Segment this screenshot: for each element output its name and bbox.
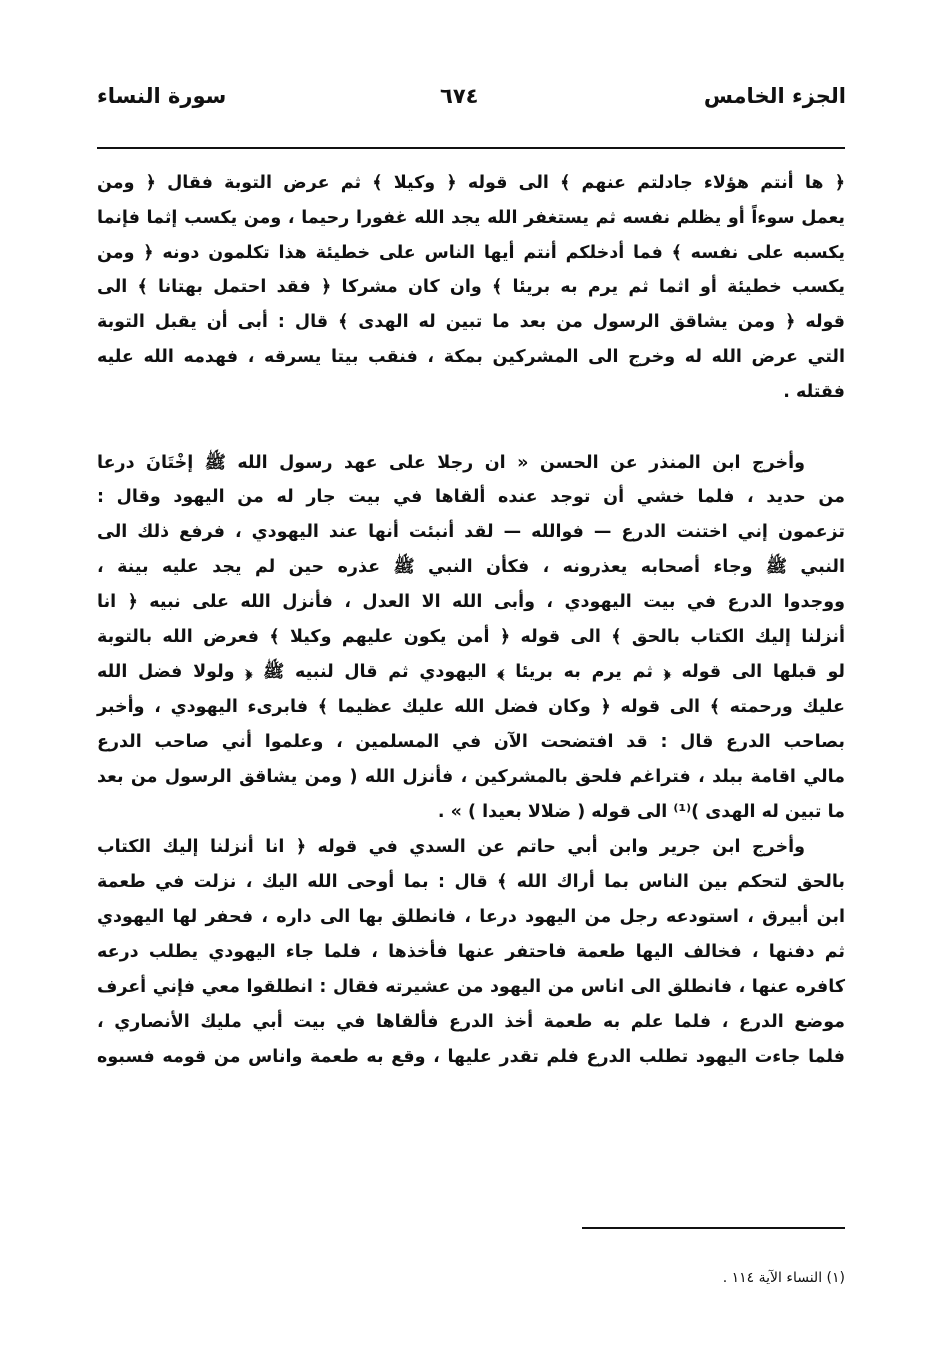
text-line: ووجدوا الدرع في بيت اليهودي ، وأبى الله الا العدل ، فأنزل الله على نبيه ﴿ انا xyxy=(97,592,845,612)
text-line: النبي ﷺ وجاء أصحابه يعذرونه ، فكأن النبي ﷺ عذره حين لم يجد عليه بينة ، xyxy=(97,557,845,577)
text-line: تزعمون إني اختنت الدرع — فوالله — لقد أنبئت أنها عند اليهودي ، فرفع ذلك الى xyxy=(97,522,845,542)
text-line: فقتله . xyxy=(783,382,845,402)
text-line: فلما جاءت اليهود تطلب الدرع فلم تقدر عليها ، وقع به طعمة واناس من قومه فسبوه xyxy=(97,1047,845,1067)
page-number: ٦٧٤ xyxy=(440,84,479,108)
text-line: وأخرج ابن جرير وابن أبي حاتم عن السدي في قوله ﴿ انا أنزلنا إليك الكتاب xyxy=(97,837,805,857)
footnote-rule xyxy=(582,1227,845,1229)
text-line: قوله ﴿ ومن يشاقق الرسول من بعد ما تبين له الهدى ﴾ قال : أبى أن يقبل التوبة xyxy=(97,312,845,332)
text-line: ثم دفنها ، فخالف اليها طعمة فاحتفر عنها فأخذها ، فلما جاء اليهودي يطلب درعه xyxy=(97,942,845,962)
running-head-part: الجزء الخامس xyxy=(703,84,846,108)
header-rule xyxy=(97,147,845,149)
text-line: بالحق لتحكم بين الناس بما أراك الله ﴾ قال : بما أوحى الله اليك ، نزلت في طعمة xyxy=(97,872,845,892)
text-line: كافره عنها ، فانطلق الى اناس من اليهود من عشيرته فقال : انطلقوا معي فإني أعرف xyxy=(97,977,845,997)
text-line: ما تبين له الهدى )⁽¹⁾ الى قوله ( ضلالا بعيدا ) » . xyxy=(437,802,845,822)
text-line: موضع الدرع ، فلما علم به طعمة أخذ الدرع فألقاها في بيت أبي مليك الأنصاري ، xyxy=(97,1012,845,1032)
text-line: يعمل سوءاً أو يظلم نفسه ثم يستغفر الله يجد الله غفورا رحيما ، ومن يكسب إثما فإنما xyxy=(97,208,845,228)
text-line: يكسب خطيئة أو اثما ثم يرم به بريئا ﴾ وان كان مشركا ﴿ فقد احتمل بهتانا ﴾ الى xyxy=(97,277,845,297)
text-line: التي عرض الله له وخرج الى المشركين بمكة ، فنقب بيتا يسرقه ، فهدمه الله عليه xyxy=(97,347,845,367)
text-line: ابن أبيرق ، استودعه رجل من اليهود درعا ، فانطلق بها الى داره ، فحفر لها اليهودي xyxy=(97,907,845,927)
text-line: بصاحب الدرع قال : قد افتضحت الآن في المسلمين ، وعلموا أني صاحب الدرع xyxy=(97,732,845,752)
text-line: يكسبه على نفسه ﴾ فما أدخلكم أنتم أيها الناس على خطيئة هذا تكلمون دونه ﴿ ومن xyxy=(97,243,845,263)
text-line: أنزلنا إليك الكتاب بالحق ﴾ الى قوله ﴿ أمن يكون عليهم وكيلا ﴾ فعرض الله بالتوبة xyxy=(97,627,845,647)
text-line: مالي اقامة ببلد ، فتراغم فلحق بالمشركين ، فأنزل الله ( ومن يشاقق الرسول من بعد xyxy=(97,767,845,787)
text-line: عليك ورحمته ﴾ الى قوله ﴿ وكان فضل الله عليك عظيما ﴾ فابرىء اليهودي ، وأخبر xyxy=(97,697,845,717)
footnote: (١) النساء الآية ١١٤ . xyxy=(722,1270,845,1286)
running-head-surah: سورة النساء xyxy=(97,84,227,108)
text-line: من حديد ، فلما خشي أن توجد عنده ألقاها في بيت جار له من اليهود وقال : xyxy=(97,487,845,507)
text-line: لو قبلها الى قوله ﴿ ثم يرم به بريئا ﴾ اليهودي ثم قال لنبيه ﷺ ﴿ ولولا فضل الله xyxy=(97,662,845,682)
text-line: وأخرج ابن المنذر عن الحسن « ان رجلا على عهد رسول الله ﷺ إخْتَانَ درعا xyxy=(97,453,805,473)
text-line: ﴿ ها أنتم هؤلاء جادلتم عنهم ﴾ الى قوله ﴿ وكيلا ﴾ ثم عرض التوبة فقال ﴿ ومن xyxy=(97,173,845,193)
